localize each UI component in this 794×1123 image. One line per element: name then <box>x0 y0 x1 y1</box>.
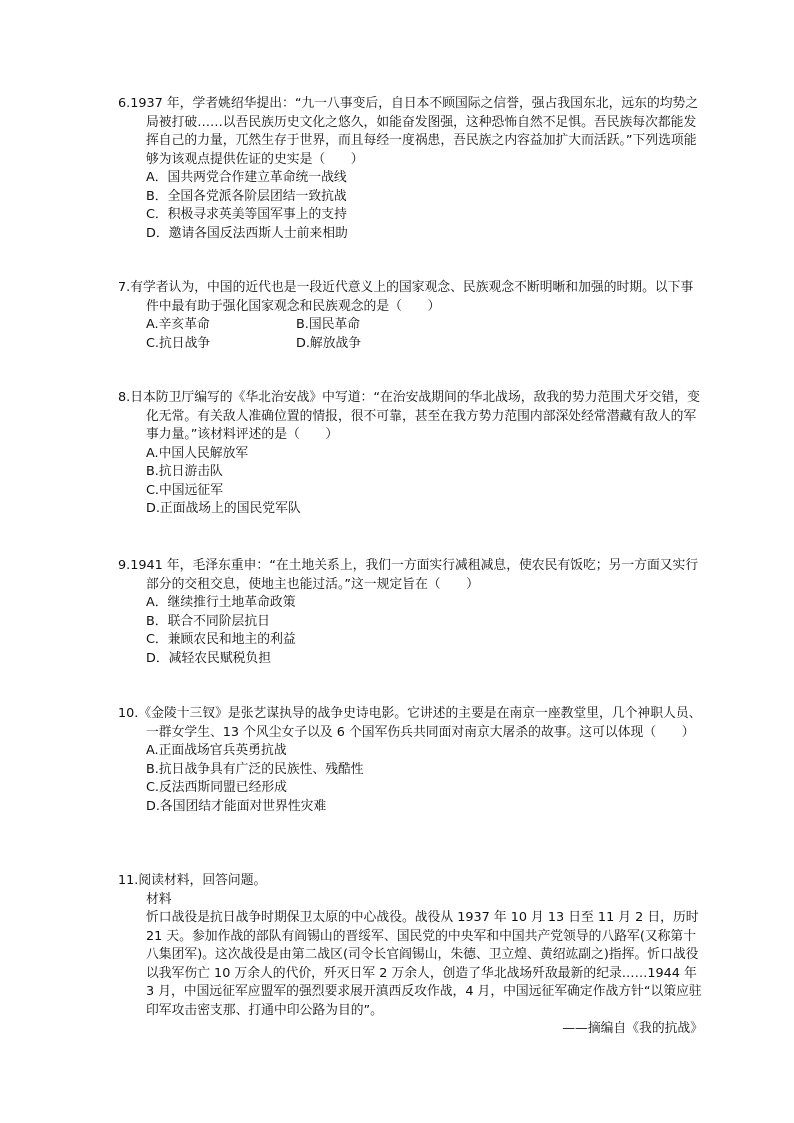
material-label: 材料 <box>146 891 172 907</box>
question-stem: 9.1941 年，毛泽东重申：“在土地关系上，我们一方面实行减租减息，使农民有饭吃；另一方面又实行部分的交租交息，使地主也能过活。”这一规定旨在（ ） <box>118 558 699 592</box>
option-c: C.反法西斯同盟已经形成 <box>146 780 287 795</box>
option-b: B.抗日战争具有广泛的民族性、残酷性 <box>146 761 364 777</box>
option-c: C.抗日战争 <box>146 335 211 351</box>
question-stem: 7.有学者认为，中国的近代也是一段近代意义上的国家观念、民族观念不断明晰和加强的时期。以下事件中最有助于强化国家观念和民族观念的是（ ） <box>118 280 694 314</box>
question-10 <box>118 705 703 816</box>
question-9 <box>118 557 703 668</box>
option-c: C．积极寻求英美等国军事上的支持 <box>146 207 347 222</box>
option-c: C.中国远征军 <box>146 482 223 498</box>
option-a: A.中国人民解放军 <box>146 445 249 461</box>
option-b: B．全国各党派各阶层团结一致抗战 <box>146 188 347 204</box>
option-d: D.解放战争 <box>296 335 362 351</box>
option-b: B.国民革命 <box>296 317 361 332</box>
option-c: C．兼顾农民和地主的利益 <box>146 632 296 647</box>
option-b: B.抗日游击队 <box>146 464 223 479</box>
question-7 <box>118 279 703 353</box>
material-source: ——摘编自《我的抗战》 <box>562 1021 703 1036</box>
question-stem: 11.阅读材料，回答问题。 <box>118 873 267 888</box>
question-stem: 10.《金陵十三钗》是张艺谋执导的战争史诗电影。它讲述的主要是在南京一座教堂里，几个神职人员、一群女学生、13 个风尘女子以及 6 个国军伤兵共同面对南京大屠杀的故事。这可以体现（ ） <box>118 706 702 740</box>
material-block <box>118 891 703 1039</box>
option-a: A．国共两党合作建立革命统一战线 <box>146 170 347 185</box>
question-stem: 8.日本防卫厅编写的《华北治安战》中写道：“在治安战期间的华北战场，敌我的势力范围犬牙交错，变化无常。有关敌人准确位置的情报，很不可靠，甚至在我方势力范围内部深处经常潜藏有敌人的军事力量。”该材料评述的是（ ） <box>118 390 700 442</box>
option-b: B．联合不同阶层抗日 <box>146 613 270 629</box>
option-d: D．邀请各国反法西斯人士前来相助 <box>146 225 348 241</box>
option-a: A.辛亥革命 <box>146 317 210 332</box>
material-text: 忻口战役是抗日战争时期保卫太原的中心战役。战役从 1937 年 10 月 13 日至 11 月 2 日，历时 21 天。参加作战的部队有阎锡山的晋绥军、国民党的中央军和中国共产党领导的八路军(又称第十八集团军)。这次战役是由第二战区(司令长官阎锡山，朱德、卫立煌、黄绍竑副之)指挥。忻口战役以我军伤亡 10 万余人的代价，歼灭日军 2 万余人，创造了华北战场歼敌最新的纪录……1944 年 3 月，中国远征军应盟军的强烈要求展开滇西反攻作战，4 月，中国远征军确定作战方针“以策应驻印军攻击密支那、打通中印公路为目的”。 <box>146 910 702 1018</box>
question-stem: 6.1937 年，学者姚绍华提出：“九一八事变后，自日本不顾国际之信誉，强占我国东北，远东的均势之局被打破……以吾民族历史文化之悠久，如能奋发图强，这种恐怖自然不足惧。吾民族每次都能发挥自己的力量，兀然生存于世界，而且每经一度祸患，吾民族之内容益加扩大而活跃。”下列选项能够为该观点提供佐证的史实是（ ） <box>118 96 699 167</box>
option-a: A.正面战场官兵英勇抗战 <box>146 743 287 758</box>
options-grid <box>118 316 703 353</box>
question-8 <box>118 389 703 519</box>
option-d: D．减轻农民赋税负担 <box>146 650 272 666</box>
question-6 <box>118 95 703 243</box>
option-a: A．继续推行土地革命政策 <box>146 595 296 610</box>
option-d: D.正面战场上的国民党军队 <box>146 501 301 516</box>
question-11 <box>118 872 703 1039</box>
option-d: D.各国团结才能面对世界性灾难 <box>146 798 327 814</box>
